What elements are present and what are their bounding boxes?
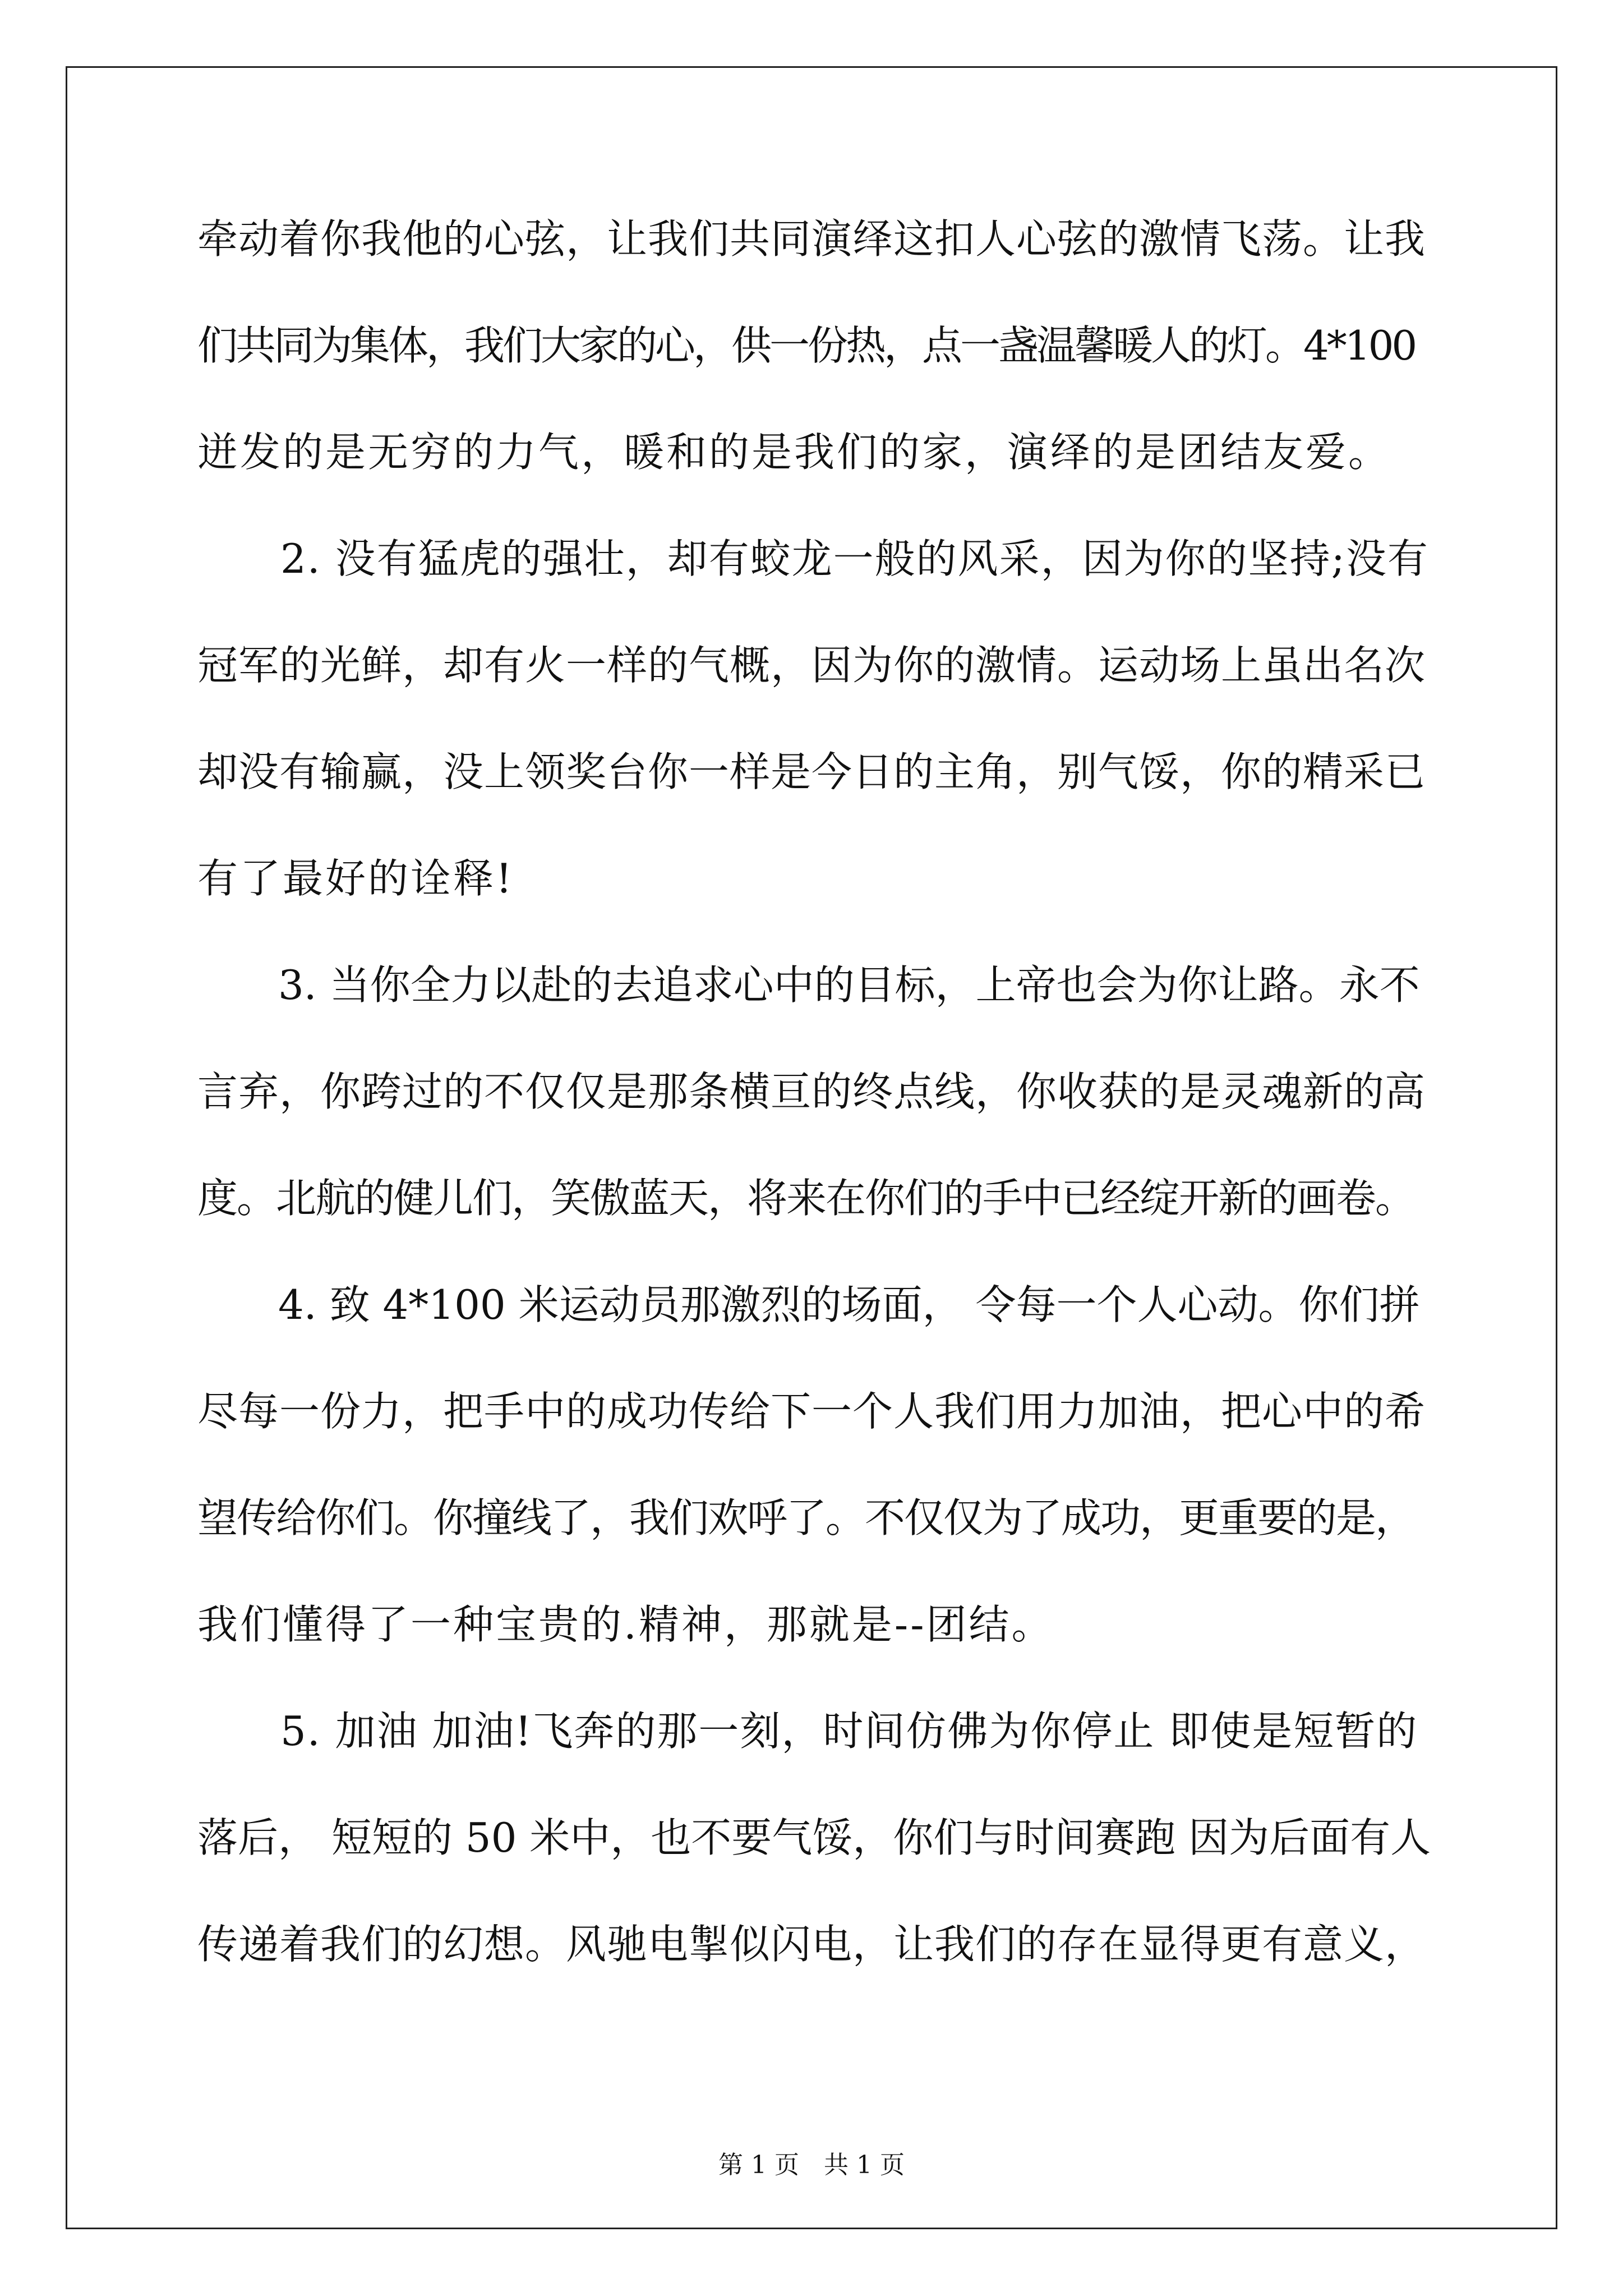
text-line: 迸发的是无穷的力气，暖和的是我们的家，演绎的是团结友爱。 (197, 429, 1391, 476)
text-line: 有了最好的诠释! (197, 855, 514, 902)
text-line: 尽每一份力，把手中的成功传给下一个人我们用力加油，把心中的希 (197, 1388, 1426, 1435)
text-line: 传递着我们的幻想。风驰电掣似闪电，让我们的存在显得更有意义， (197, 1921, 1426, 1968)
text-line: 落后， 短短的 50 米中，也不要气馁，你们与时间赛跑 因为后面有人 (197, 1814, 1431, 1861)
text-line: 冠军的光鲜，却有火一样的气概，因为你的激情。运动场上虽出名次 (197, 642, 1426, 689)
text-line: 言弃，你跨过的不仅仅是那条横亘的终点线，你收获的是灵魂新的高 (197, 1068, 1426, 1115)
text-line: 3. 当你全力以赴的去追求心中的目标，上帝也会为你让路。永不 (197, 961, 1420, 1009)
page-number-footer: 第 1 页 共 1 页 (718, 2151, 905, 2179)
text-line: 4. 致 4*100 米运动员那激烈的场面， 令每一个人心动。你们拼 (197, 1281, 1420, 1328)
text-line: 度。北航的健儿们，笑傲蓝天，将来在你们的手中已经绽开新的画卷。 (197, 1175, 1415, 1222)
text-line: 牵动着你我他的心弦，让我们共同演绎这扣人心弦的激情飞荡。让我 (197, 215, 1426, 263)
text-line: 们共同为集体，我们大家的心，供一份热，点一盏温馨暖人的灯。4*100 (197, 322, 1415, 369)
text-line: 望传给你们。你撞线了，我们欢呼了。不仅仅为了成功，更重要的是， (197, 1494, 1415, 1542)
page-border (66, 66, 1557, 2229)
text-line: 却没有输赢，没上领奖台你一样是今日的主角，别气馁，你的精采已 (197, 748, 1426, 795)
text-line: 我们懂得了一种宝贵的.精神，那就是--团结。 (197, 1601, 1054, 1648)
text-line: 2. 没有猛虎的强壮，却有蛟龙一般的风采，因为你的坚持;没有 (197, 535, 1429, 582)
text-line: 5. 加油 加油!飞奔的那一刻，时间仿佛为你停止 即使是短暂的 (197, 1708, 1418, 1755)
